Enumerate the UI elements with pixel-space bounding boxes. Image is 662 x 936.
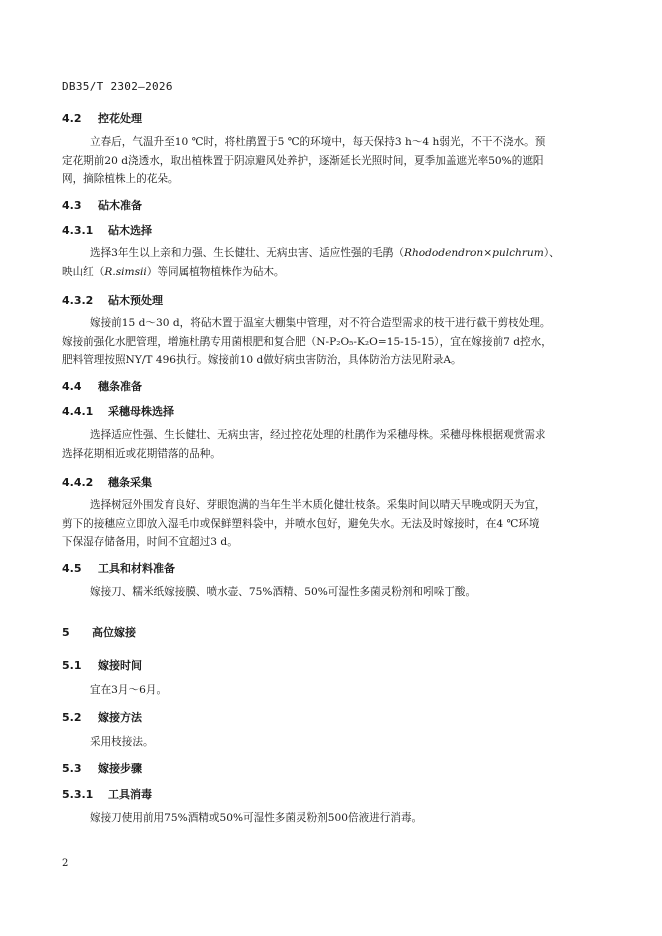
text-line: 下保湿存储备用，时间不宜超过3 d。 (62, 536, 238, 548)
section-number: 4.5 (62, 562, 82, 575)
section-number: 5.2 (62, 711, 82, 724)
chapter-number: 5 (62, 626, 70, 639)
section-heading-4-4-1 (62, 403, 174, 419)
text-line: 网，摘除植株上的花朵。 (62, 173, 179, 185)
section-heading-4-3 (62, 197, 142, 213)
text-line (62, 244, 602, 263)
section-number: 4.4 (62, 380, 82, 393)
paragraph-5-1: 宜在3月～6月。 (90, 684, 168, 696)
latin-name-genus: Rhododendron (403, 247, 484, 259)
section-heading-5-2 (62, 709, 142, 725)
text-line (62, 263, 602, 282)
section-title: 采穗母株选择 (108, 405, 174, 418)
section-heading-4-3-1 (62, 222, 152, 238)
text-line: 选择适应性强、生长健壮、无病虫害，经过控花处理的杜鹃作为采穗母株。采穗母株根据观赏需求 (90, 429, 546, 441)
text-line: 肥料管理按照NY/T 496执行。嫁接前10 d做好病虫害防治，具体防治方法见附录A。 (62, 354, 462, 366)
section-title: 穗条采集 (108, 476, 152, 489)
text-line: 剪下的接穗应立即放入湿毛巾或保鲜塑料袋中，并喷水包好，避免失水。无法及时嫁接时，在4 ℃环境 (62, 517, 540, 530)
paragraph-4-5: 嫁接刀、糯米纸嫁接膜、喷水壶、75%酒精、50%可湿性多菌灵粉剂和吲哚丁酸。 (90, 586, 477, 598)
section-title: 嫁接步骤 (98, 762, 142, 775)
section-heading-5-1 (62, 657, 142, 673)
text-line: 嫁接前15 d～30 d，将砧木置于温室大棚集中管理，对不符合造型需求的枝干进行截干剪枝处理。 (90, 317, 551, 329)
section-title: 砧木选择 (108, 224, 152, 237)
latin-name: R.simsii (104, 265, 147, 278)
section-number: 5.1 (62, 659, 82, 672)
paragraph-4-4-2 (62, 496, 602, 552)
paragraph-4-2 (62, 133, 602, 189)
section-number: 5.3 (62, 762, 82, 775)
section-title: 控花处理 (98, 112, 142, 125)
section-heading-4-3-2 (62, 292, 163, 308)
text-run: ）等同属植物植株作为砧木。 (146, 265, 285, 278)
document-code-header: DB35/T 2302—2026 (62, 80, 173, 93)
latin-name-species: pulchrum (492, 247, 544, 259)
section-title: 嫁接方法 (98, 711, 142, 724)
section-heading-5-3-1 (62, 786, 152, 802)
hybrid-sign: × (483, 247, 493, 259)
section-number: 5.3.1 (62, 788, 94, 801)
section-heading-4-5 (62, 560, 175, 576)
text-run: ）、 (543, 247, 560, 259)
text-run: 映山红（ (62, 265, 105, 278)
section-title: 砧木预处理 (108, 294, 163, 307)
section-number: 4.3.1 (62, 224, 94, 237)
paragraph-4-4-1 (62, 426, 602, 463)
section-heading-4-4 (62, 378, 142, 394)
text-run: 选择3年生以上亲和力强、生长健壮、无病虫害、适应性强的毛鹃（ (90, 247, 404, 259)
page-number: 2 (62, 858, 69, 869)
section-title: 嫁接时间 (98, 659, 142, 672)
section-number: 4.3.2 (62, 294, 94, 307)
section-number: 4.4.2 (62, 476, 94, 489)
paragraph-5-3-1: 嫁接刀使用前用75%酒精或50%可湿性多菌灵粉剂500倍液进行消毒。 (90, 812, 423, 824)
text-line: 嫁接前强化水肥管理，增施杜鹃专用菌根肥和复合肥（N-P₂O₅-K₂O=15-15-15），宜在嫁接前7 d控水， (62, 335, 552, 348)
text-line: 选择树冠外围发育良好、芽眼饱满的当年生半木质化健壮枝条。采集时间以晴天早晚或阴天为宜， (90, 499, 546, 511)
section-number: 4.3 (62, 199, 82, 212)
section-title: 工具和材料准备 (98, 562, 175, 575)
text-line: 选择花期相近或花期错落的品种。 (62, 447, 221, 460)
paragraph-4-3-2 (62, 314, 602, 370)
section-heading-4-2 (62, 110, 142, 126)
chapter-title: 高位嫁接 (92, 626, 136, 639)
paragraph-4-3-1 (62, 244, 602, 281)
section-title: 砧木准备 (98, 199, 142, 212)
section-title: 工具消毒 (108, 788, 152, 801)
text-line: 立春后，气温升至10 ℃时，将杜鹃置于5 ℃的环境中，每天保持3 h～4 h弱光，不干不浇水。预 (90, 136, 546, 148)
section-number: 4.4.1 (62, 405, 94, 418)
section-number: 4.2 (62, 112, 82, 125)
paragraph-5-2: 采用枝接法。 (90, 736, 154, 748)
section-heading-4-4-2 (62, 474, 152, 490)
text-line: 定花期前20 d浇透水，取出植株置于阴凉避风处养护，逐渐延长光照时间，夏季加盖遮光率50%的遮阳 (62, 154, 544, 167)
section-heading-5-3 (62, 760, 142, 776)
chapter-heading-5 (62, 624, 136, 640)
section-title: 穗条准备 (98, 380, 142, 393)
